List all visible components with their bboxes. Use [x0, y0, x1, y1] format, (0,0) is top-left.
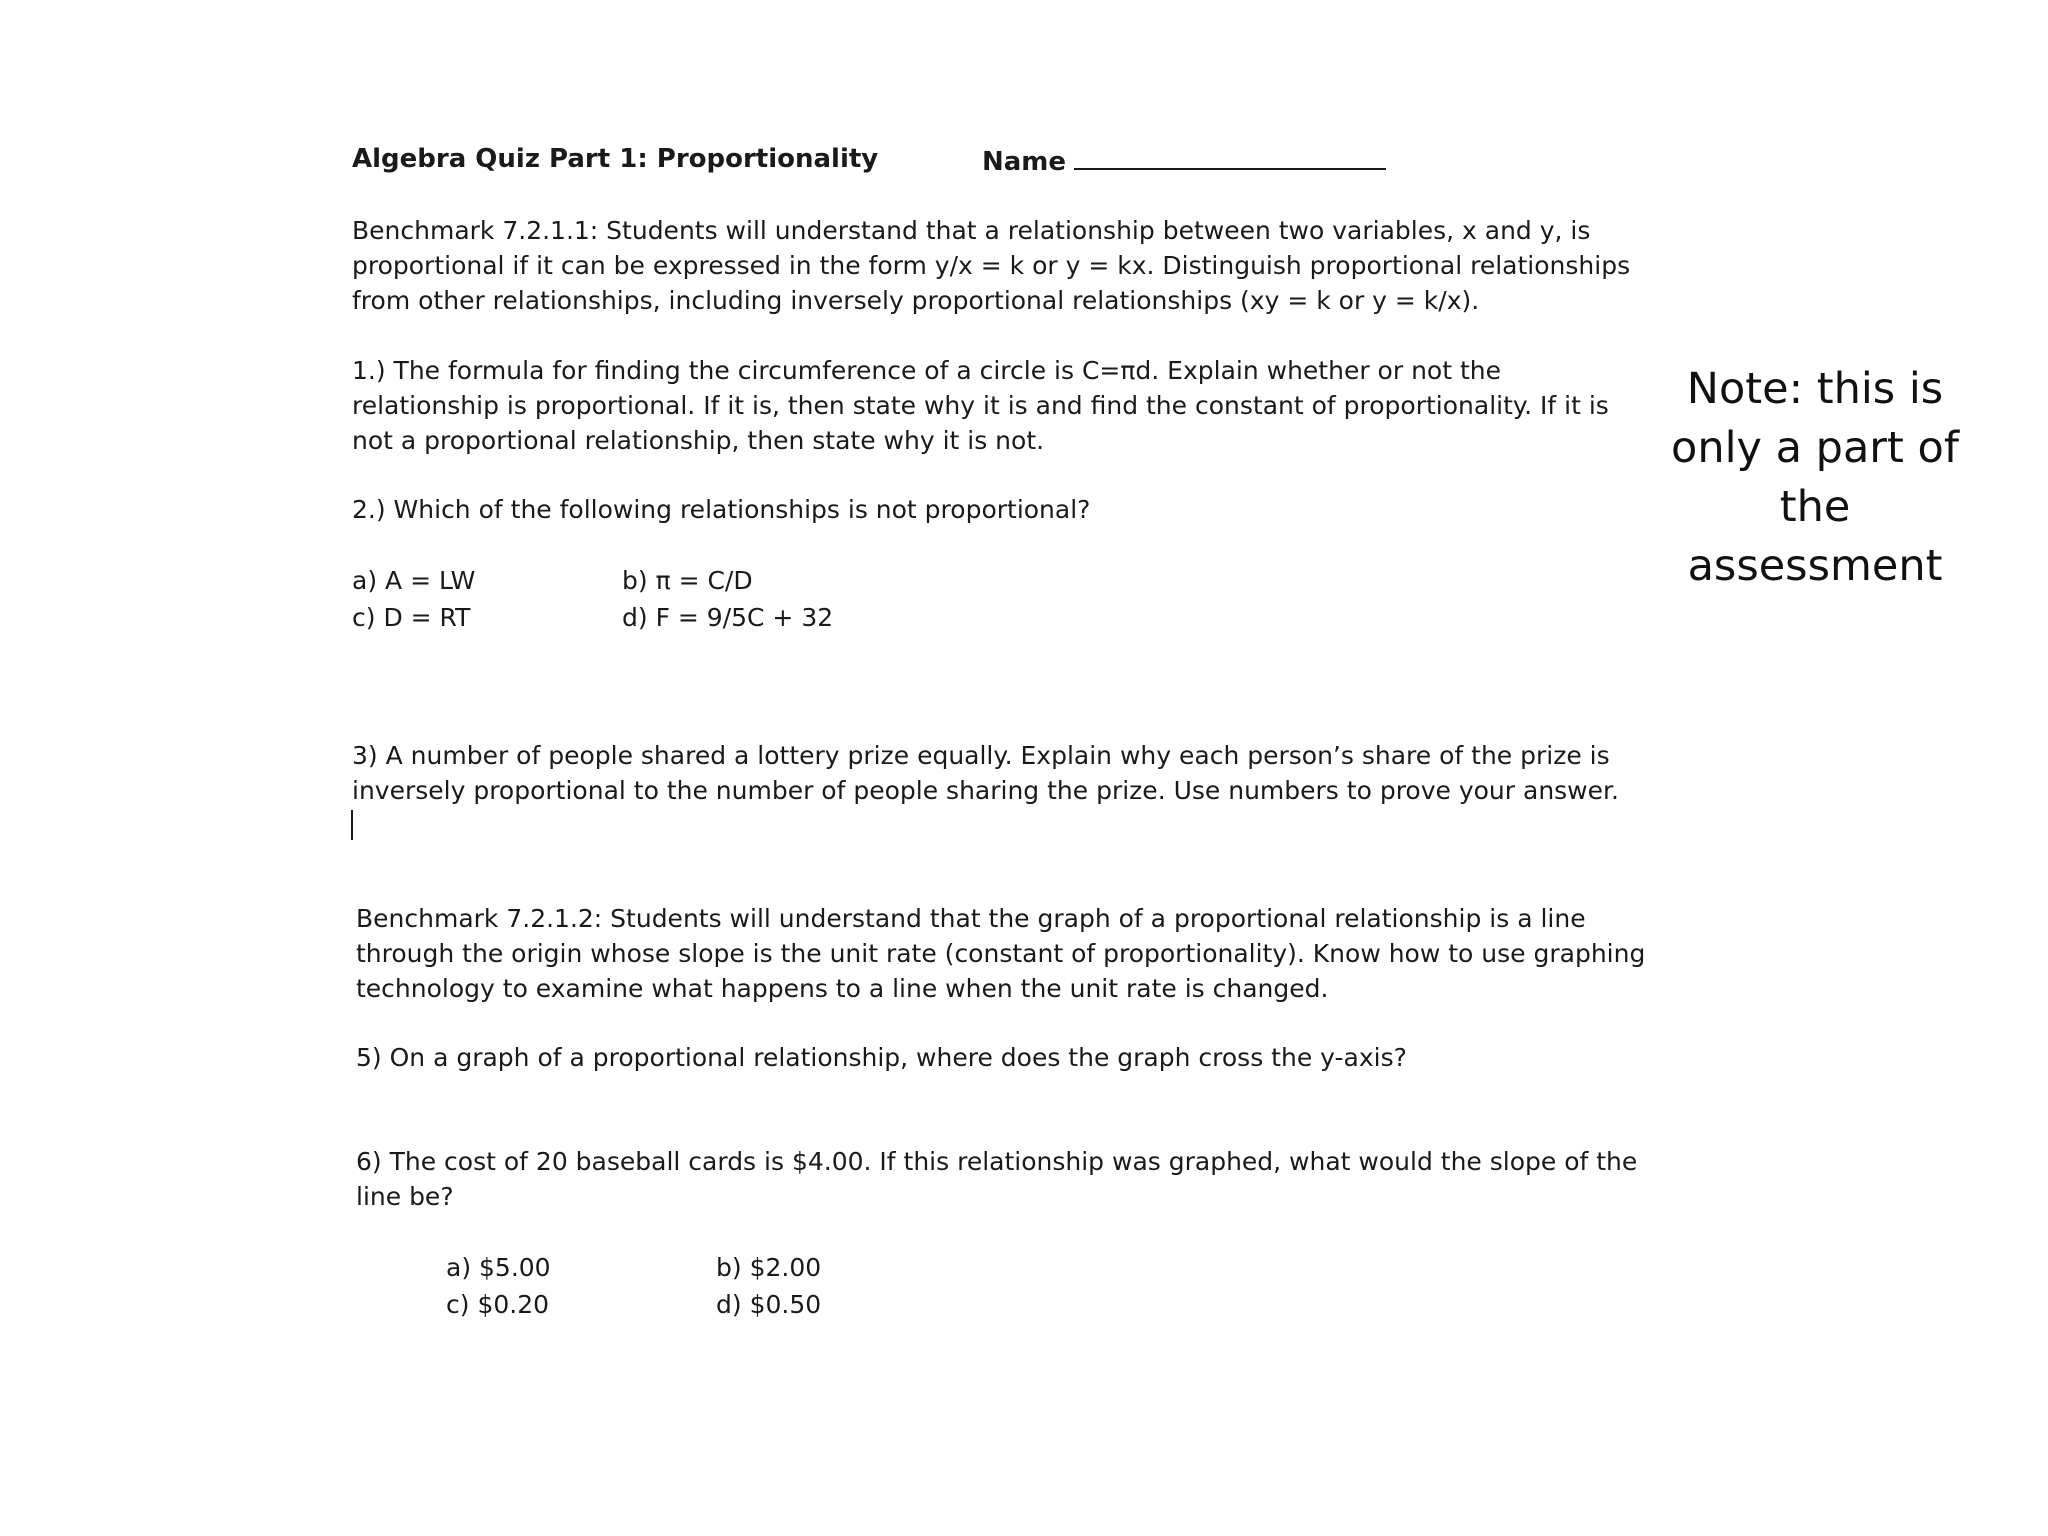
q1-line1: 1.) The formula for finding the circumference of a circle is C=πd. Explain whether or not the — [352, 356, 1501, 385]
q6-line2: line be? — [356, 1182, 454, 1211]
benchmark-7-2-1-2 — [356, 901, 1645, 1006]
q6-line1: 6) The cost of 20 baseball cards is $4.00. If this relationship was graphed, what would the slope of the — [356, 1147, 1638, 1176]
q3-line1: 3) A number of people shared a lottery prize equally. Explain why each person’s share of the prize is — [352, 741, 1610, 770]
q1-line2: relationship is proportional. If it is, then state why it is and find the constant of proportionality. If it is — [352, 391, 1609, 420]
q6-option-b: b) $2.00 — [716, 1253, 822, 1282]
benchmark2-line1: Benchmark 7.2.1.2: Students will understand that the graph of a proportional relationship is a line — [356, 904, 1586, 933]
benchmark2-line3: technology to examine what happens to a line when the unit rate is changed. — [356, 974, 1329, 1003]
q6-option-a: a) $5.00 — [446, 1253, 551, 1282]
assessment-note: Note: this is only a part of the assessment — [1671, 364, 1959, 591]
q6-option-c: c) $0.20 — [446, 1290, 550, 1319]
benchmark1-line2: proportional if it can be expressed in the form y/x = k or y = kx. Distinguish proportional relationships — [352, 251, 1631, 280]
name-label: Name — [982, 147, 1067, 177]
q6-option-d: d) $0.50 — [716, 1290, 822, 1319]
q2-option-c: c) D = RT — [352, 603, 471, 632]
q2-option-a: a) A = LW — [352, 566, 476, 595]
benchmark1-line1: Benchmark 7.2.1.1: Students will understand that a relationship between two variables, x and y, is — [352, 216, 1591, 245]
benchmark-7-2-1-1 — [352, 213, 1630, 318]
quiz-title: Algebra Quiz Part 1: Proportionality — [352, 144, 879, 174]
text-cursor — [351, 810, 353, 840]
benchmark1-line3: from other relationships, including inversely proportional relationships (xy = k or y = k/x). — [352, 286, 1480, 315]
name-field — [982, 144, 1386, 177]
question-1 — [352, 353, 1609, 458]
question-2: 2.) Which of the following relationships is not proportional? — [352, 495, 1091, 524]
name-blank-line — [1074, 144, 1386, 170]
question-5: 5) On a graph of a proportional relationship, where does the graph cross the y-axis? — [356, 1043, 1407, 1072]
benchmark2-line2: through the origin whose slope is the unit rate (constant of proportionality). Know how to use graphing — [356, 939, 1646, 968]
question-2-options — [352, 562, 833, 636]
question-3 — [352, 738, 1619, 808]
q1-line3: not a proportional relationship, then state why it is not. — [352, 426, 1045, 455]
q2-option-b: b) π = C/D — [622, 566, 753, 595]
q2-option-d: d) F = 9/5C + 32 — [622, 603, 834, 632]
question-6-options — [446, 1249, 821, 1323]
question-6 — [356, 1144, 1637, 1214]
q3-line2: inversely proportional to the number of people sharing the prize. Use numbers to prove your answer. — [352, 776, 1619, 805]
